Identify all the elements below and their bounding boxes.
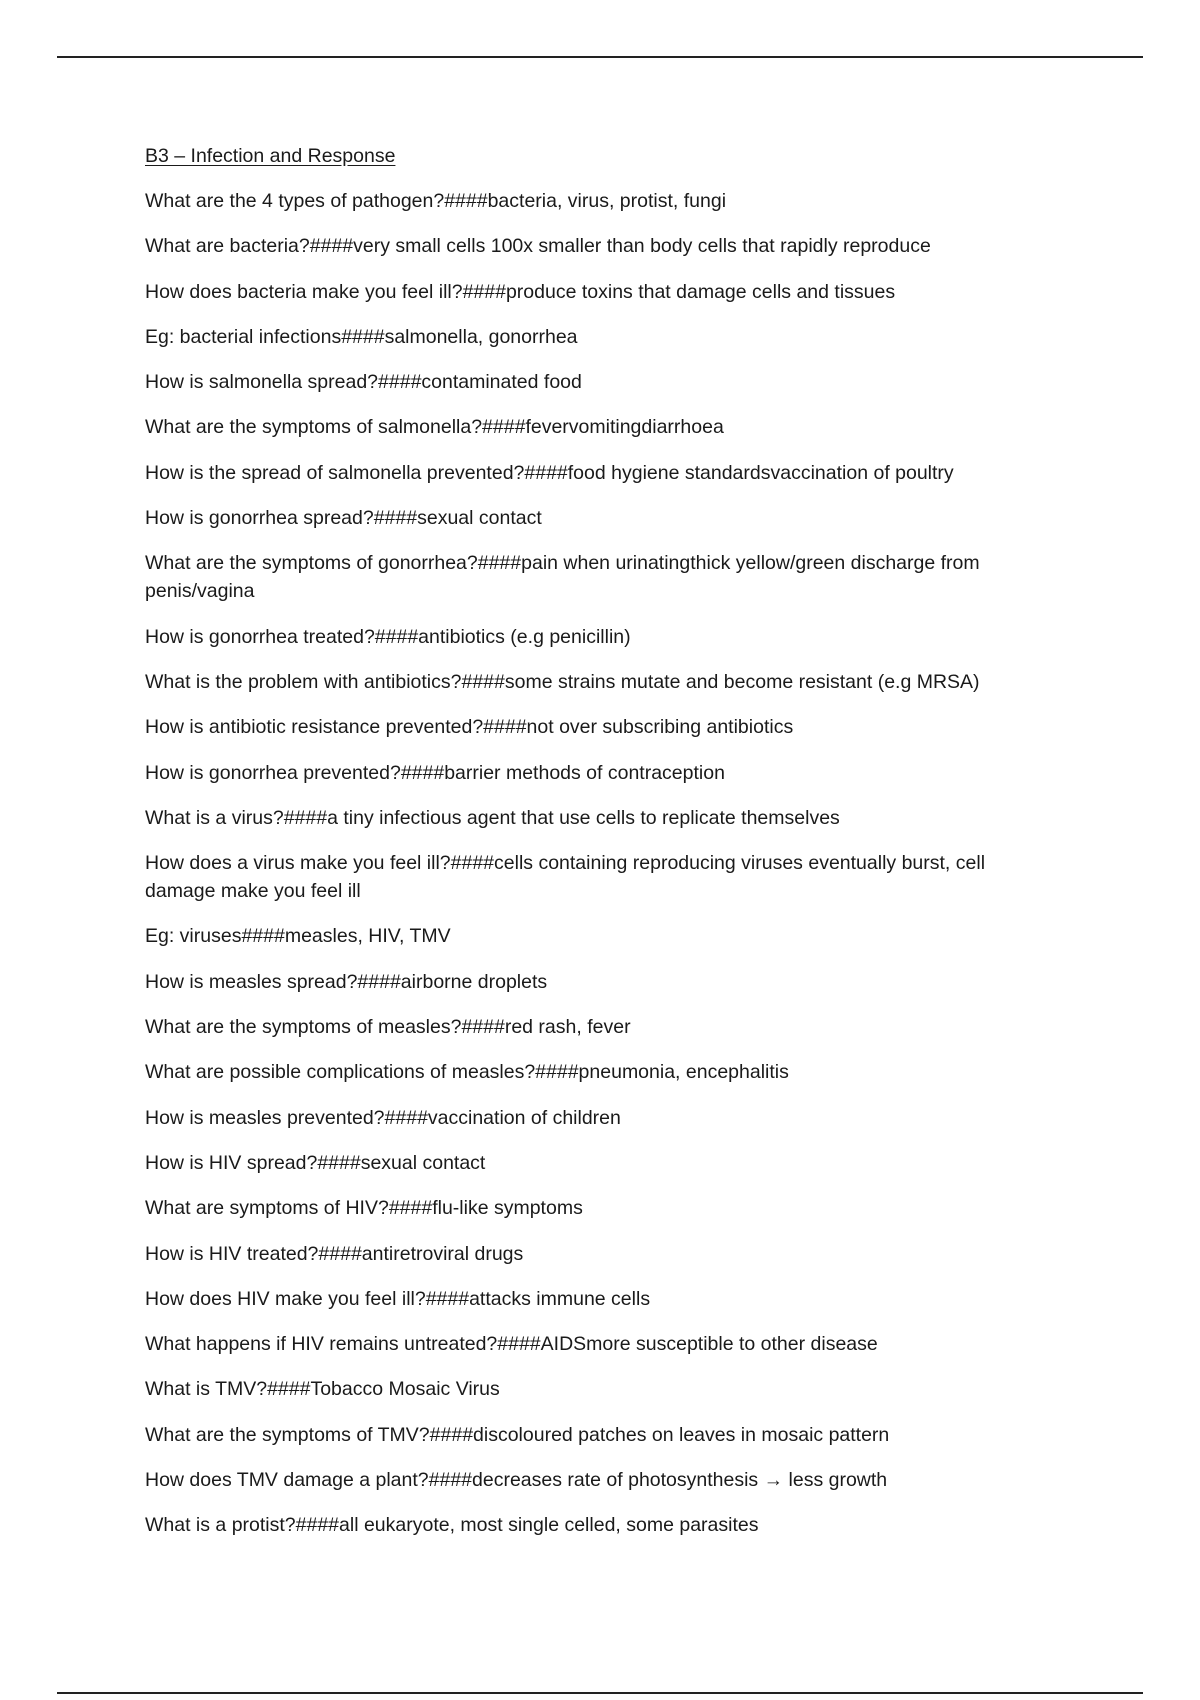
flashcard-line: What are the 4 types of pathogen?####bacteria, virus, protist, fungi: [145, 190, 727, 212]
flashcard-line: How is gonorrhea prevented?####barrier methods of contraception: [145, 761, 725, 784]
flashcard-line: What are the symptoms of salmonella?####fevervomitingdiarrhoea: [145, 416, 724, 439]
flashcard-line: How is salmonella spread?####contaminated food: [145, 371, 582, 394]
flashcard-list: [145, 187, 1040, 1539]
flashcard-line: How is the spread of salmonella prevented?####food hygiene standardsvaccination of poultry: [145, 461, 954, 484]
document-title: B3 – Infection and Response: [145, 145, 396, 167]
flashcard-line: How is HIV treated?####antiretroviral drugs: [145, 1242, 524, 1265]
flashcard-line: What is TMV?####Tobacco Mosaic Virus: [145, 1378, 500, 1401]
flashcard-line: What are bacteria?####very small cells 100x smaller than body cells that rapidly reproduce: [145, 235, 931, 258]
flashcard-line: Eg: bacterial infections####salmonella, gonorrhea: [145, 325, 578, 348]
flashcard-line: What is the problem with antibiotics?####some strains mutate and become resistant (e.g MRSA): [145, 670, 980, 693]
flashcard-line: What is a virus?####a tiny infectious agent that use cells to replicate themselves: [145, 806, 840, 829]
flashcard-line: How is measles prevented?####vaccination of children: [145, 1106, 621, 1129]
header-rule: [57, 56, 1143, 58]
flashcard-line: What are possible complications of measles?####pneumonia, encephalitis: [145, 1061, 789, 1084]
flashcard-line: How does TMV damage a plant?####decreases rate of photosynthesis → less growth: [145, 1469, 888, 1492]
flashcard-line: What are symptoms of HIV?####flu-like symptoms: [145, 1197, 583, 1220]
flashcard-line: How does HIV make you feel ill?####attacks immune cells: [145, 1287, 651, 1310]
flashcard-line: How is HIV spread?####sexual contact: [145, 1151, 486, 1174]
flashcard-line: What are the symptoms of measles?####red rash, fever: [145, 1016, 631, 1039]
flashcard-line: How is gonorrhea spread?####sexual contact: [145, 507, 542, 530]
footer-rule: [57, 1692, 1143, 1694]
flashcard-line: How does bacteria make you feel ill?####produce toxins that damage cells and tissues: [145, 280, 896, 303]
flashcard-line: How does a virus make you feel ill?####cells containing reproducing viruses eventually burst, cell damage make you feel ill: [145, 852, 986, 903]
flashcard-line: What are the symptoms of TMV?####discoloured patches on leaves in mosaic pattern: [145, 1423, 890, 1446]
flashcard-line: How is measles spread?####airborne droplets: [145, 970, 548, 993]
flashcard-line: What are the symptoms of gonorrhea?####pain when urinatingthick yellow/green discharge from penis/vagina: [145, 552, 980, 603]
flashcard-line: How is gonorrhea treated?####antibiotics (e.g penicillin): [145, 625, 631, 648]
flashcard-line: How is antibiotic resistance prevented?####not over subscribing antibiotics: [145, 716, 794, 739]
flashcard-line: What is a protist?####all eukaryote, most single celled, some parasites: [145, 1514, 759, 1537]
flashcard-line: Eg: viruses####measles, HIV, TMV: [145, 925, 451, 948]
document-body: [145, 143, 1040, 1557]
flashcard-line: What happens if HIV remains untreated?####AIDSmore susceptible to other disease: [145, 1333, 878, 1356]
